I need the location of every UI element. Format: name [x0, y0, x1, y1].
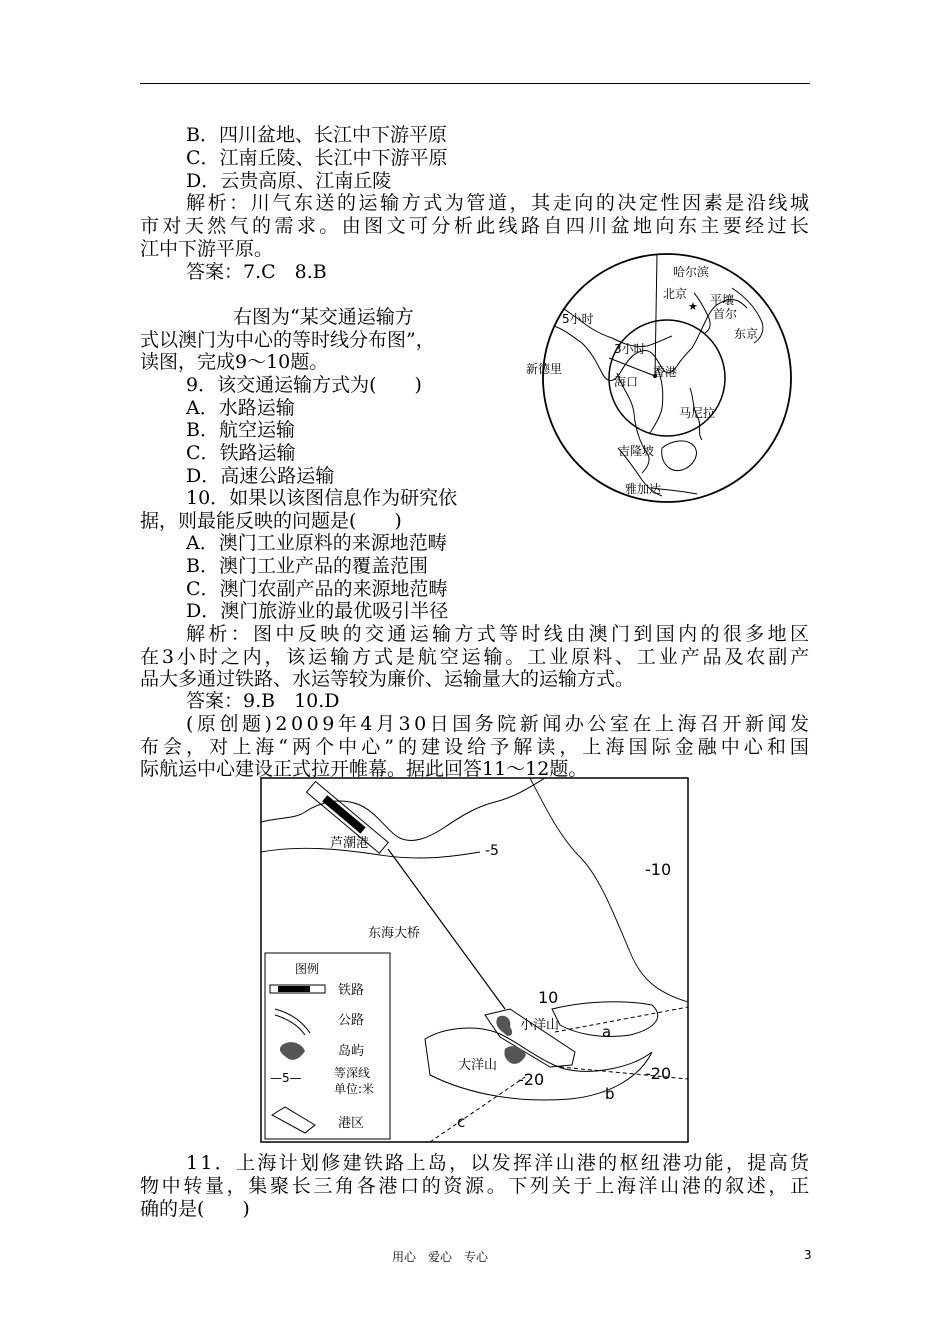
- label-beijing: 北京: [663, 287, 688, 301]
- xiaoyangshan-island: [496, 1016, 512, 1036]
- option-c-q9: C．铁路运输: [186, 442, 296, 464]
- legend-title: 图例: [295, 962, 320, 976]
- contour-minus5: [261, 848, 480, 858]
- intro-11-12-line3: 际航运中心建设正式拉开帷幕。据此回答11～12题。: [140, 758, 588, 780]
- legend-unit: 单位:米: [334, 1082, 375, 1096]
- intro-9-10-line3: 读图，完成9～10题。: [140, 351, 329, 373]
- legend-port: 港区: [338, 1116, 365, 1131]
- label-harbin: 哈尔滨: [673, 265, 710, 279]
- route-a: [555, 1007, 688, 1032]
- answer-7-8: 答案：7.C 8.B: [186, 261, 327, 283]
- label-manila: 马尼拉: [679, 406, 716, 420]
- legend-island: 岛屿: [338, 1044, 365, 1059]
- option-c-q10: C．澳门农副产品的来源地范畴: [186, 578, 448, 600]
- macau-isochrone-map: [522, 248, 812, 508]
- intro-11-12-line1: (原创题)2009年4月30日国务院新闻办公室在上海召开新闻发: [186, 713, 813, 735]
- analysis-7-8-line2: 市对天然气的需求。由图文可分析此线路自四川盆地向东主要经过长: [140, 215, 813, 237]
- legend-railway: 铁路: [338, 983, 365, 998]
- analysis-9-10-line3: 品大多通过铁路、水运等较为廉价、运输量大的运输方式。: [140, 668, 635, 690]
- analysis-7-8-line1: 解析：川气东送的运输方式为管道，其走向的决定性因素是沿线城: [186, 192, 812, 214]
- label-new-delhi: 新德里: [526, 362, 563, 376]
- analysis-9-10-line1: 解析：图中反映的交通运输方式等时线由澳门到国内的很多地区: [186, 623, 813, 645]
- option-a-q9: A．水路运输: [186, 397, 295, 419]
- intro-11-12-line2: 布会，对上海“两个中心”的建设给予解读，上海国际金融中心和国: [140, 736, 813, 758]
- coastline-north: [261, 778, 545, 840]
- contour-minus10: [530, 778, 688, 1002]
- label-pyongyang: 平壤: [710, 293, 735, 307]
- question-11-line3: 确的是( ): [140, 1198, 250, 1220]
- borneo: [662, 441, 697, 471]
- question-11-line2: 物中转量，集聚长三角各港口的资源。下列关于上海洋山港的叙述，正: [140, 1175, 812, 1197]
- legend-railway-icon-fill: [278, 986, 310, 992]
- question-11-line1: 11．上海计划修建铁路上岛，以发挥洋山港的枢纽港功能，提高货: [186, 1152, 812, 1174]
- radius-3h: [609, 358, 655, 376]
- legend-road: 公路: [338, 1013, 365, 1028]
- beijing-star: ★: [688, 300, 698, 313]
- label-bridge: 东海大桥: [368, 926, 421, 941]
- label-tokyo: 东京: [734, 327, 759, 341]
- question-10-line2: 据，则最能反映的问题是( ): [140, 510, 402, 532]
- dayangshan-island: [504, 1046, 526, 1064]
- china-border: [540, 302, 672, 347]
- label-depth-minus20-center: -20: [518, 1070, 545, 1089]
- option-b-q10: B．澳门工业产品的覆盖范围: [186, 555, 428, 577]
- yangshan-port-map: [260, 777, 690, 1145]
- label-depth-minus5: -5: [485, 843, 499, 859]
- option-b-q8: B．四川盆地、长江中下游平原: [186, 124, 447, 146]
- label-depth-10: 10: [538, 988, 559, 1007]
- question-10-line1: 10．如果以该图信息作为研究依: [186, 487, 458, 509]
- label-luchaogang: 芦潮港: [330, 836, 370, 851]
- label-depth-minus20-east: -20: [645, 1064, 672, 1083]
- label-route-c: c: [457, 1113, 466, 1131]
- label-haikou: 海口: [614, 375, 639, 389]
- label-seoul: 首尔: [713, 307, 738, 321]
- label-kuala-lumpur: 吉隆坡: [618, 444, 655, 458]
- footer-motto: 用心 爱心 专心: [392, 1250, 489, 1264]
- answer-9-10: 答案：9.B 10.D: [186, 690, 340, 712]
- korea-peninsula: [694, 293, 710, 333]
- label-3h: 3小时: [614, 342, 646, 356]
- label-jakarta: 雅加达: [625, 482, 662, 496]
- label-xiaoyangshan: 小洋山: [520, 1018, 560, 1033]
- intro-9-10-line2: 式以澳门为中心的等时线分布图”，: [140, 329, 435, 351]
- option-d-q9: D．高速公路运输: [186, 465, 335, 487]
- intro-9-10-line1: 右图为“某交通运输方: [233, 306, 414, 328]
- option-d-q10: D．澳门旅游业的最优吸引半径: [186, 600, 449, 622]
- option-d-q8: D．云贵高原、江南丘陵: [186, 170, 392, 192]
- legend-contour: 等深线: [334, 1066, 371, 1080]
- analysis-9-10-line2: 在3小时之内，该运输方式是航空运输。工业原料、工业产品及农副产: [140, 646, 812, 668]
- label-route-a: a: [602, 1023, 612, 1041]
- option-a-q10: A．澳门工业原料的来源地范畴: [186, 532, 447, 554]
- label-hongkong: 香港: [653, 365, 678, 379]
- route-c: [430, 1077, 525, 1142]
- option-c-q8: C．江南丘陵、长江中下游平原: [186, 147, 448, 169]
- label-depth-minus10: -10: [645, 860, 672, 879]
- label-5h: 5小时: [562, 312, 594, 326]
- option-b-q9: B．航空运输: [186, 419, 295, 441]
- legend-contour-line: —5—: [270, 1071, 302, 1085]
- label-dayangshan: 大洋山: [458, 1058, 498, 1073]
- question-9: 9．该交通运输方式为( ): [186, 374, 422, 396]
- analysis-7-8-line3: 江中下游平原。: [140, 238, 274, 260]
- header-rule: [140, 83, 810, 84]
- label-route-b: b: [605, 1085, 615, 1103]
- page-number: 3: [804, 1248, 812, 1262]
